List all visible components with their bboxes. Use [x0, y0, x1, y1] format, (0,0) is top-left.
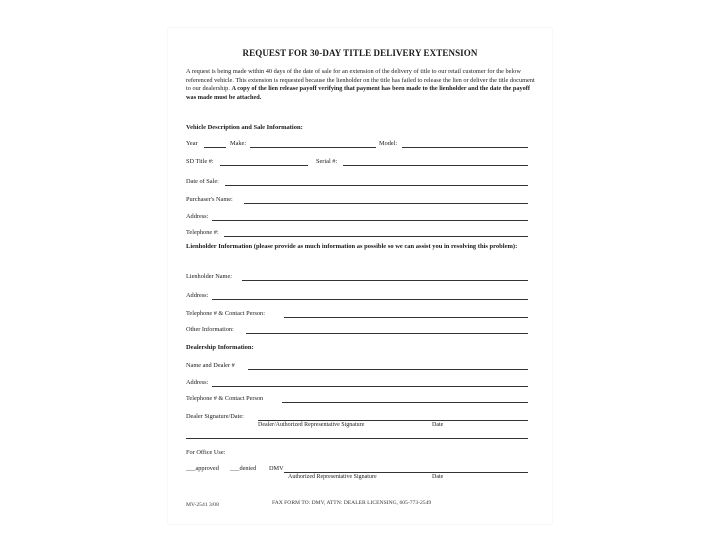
form-number: MV-2541 3/08	[186, 502, 219, 508]
vehicle-address-field[interactable]	[212, 220, 528, 221]
dealer-name-field[interactable]	[248, 369, 528, 370]
intro-paragraph	[186, 68, 536, 102]
lienholder-telephone-field[interactable]	[284, 317, 528, 318]
sd-title-label: SD Title #:	[186, 158, 214, 165]
lienholder-name-field[interactable]	[242, 280, 528, 281]
section-divider-line	[186, 438, 528, 439]
intro-bold-text: A copy of the lien release payoff verifying that payment has been made to the lienholder and the date the payoff was made must be attached.	[186, 85, 530, 101]
office-use-label: For Office Use:	[186, 449, 226, 456]
lienholder-section-heading: Lienholder Information (please provide as much information as possible so we can assist you in resolving this problem):	[186, 243, 518, 250]
approved-checkbox[interactable]: ___approved	[186, 465, 219, 472]
dealership-section-heading: Dealership Information:	[186, 344, 254, 351]
purchaser-label: Purchaser's Name:	[186, 196, 233, 203]
dealer-signature-label: Dealer Signature/Date:	[186, 413, 244, 420]
dmv-label: DMV	[269, 465, 284, 472]
dealer-name-label: Name and Dealer #	[186, 362, 235, 369]
dealer-signature-caption: Dealer/Authorized Representative Signature	[258, 422, 365, 428]
date-of-sale-label: Date of Sale:	[186, 178, 219, 185]
fax-instructions: FAX FORM TO: DMV, ATTN: DEALER LICENSING, 605-773-2549	[272, 500, 432, 506]
dealer-date-caption: Date	[432, 422, 444, 428]
dealer-telephone-field[interactable]	[282, 402, 528, 403]
lienholder-name-label: Lienholder Name:	[186, 273, 232, 280]
intro-text: A request is being made within 40 days of the date of sale for an extension of the delivery of title to our retail customer for the below referenced vehicle. This extension is requested because the lienholder on the title has failed to release the lien or deliver the title document to our dealership.	[186, 68, 535, 93]
dealer-telephone-label: Telephone # & Contact Person	[186, 395, 264, 402]
denied-checkbox[interactable]: ___denied	[230, 465, 257, 472]
sd-title-field[interactable]	[220, 165, 308, 166]
other-info-label: Other Information:	[186, 326, 234, 333]
vehicle-telephone-field[interactable]	[224, 236, 528, 237]
lienholder-address-field[interactable]	[212, 299, 528, 300]
dealer-signature-field[interactable]	[258, 420, 528, 421]
year-label: Year	[186, 140, 198, 147]
office-date-caption: Date	[432, 474, 444, 480]
office-signature-field[interactable]	[284, 472, 528, 473]
dealer-address-field[interactable]	[212, 386, 528, 387]
dealer-address-label: Address:	[186, 379, 209, 386]
make-label: Make:	[230, 140, 247, 147]
form-page	[168, 28, 552, 524]
form-title: REQUEST FOR 30-DAY TITLE DELIVERY EXTENSION	[242, 48, 478, 58]
lienholder-telephone-label: Telephone # & Contact Person:	[186, 310, 265, 317]
serial-label: Serial #:	[316, 158, 338, 165]
model-label: Model:	[379, 140, 398, 147]
serial-field[interactable]	[343, 165, 528, 166]
model-field[interactable]	[402, 147, 528, 148]
lienholder-address-label: Address:	[186, 292, 209, 299]
vehicle-address-label: Address:	[186, 213, 209, 220]
vehicle-section-heading: Vehicle Description and Sale Information:	[186, 124, 303, 131]
date-of-sale-field[interactable]	[225, 185, 528, 186]
purchaser-field[interactable]	[244, 203, 528, 204]
year-field[interactable]	[204, 147, 226, 148]
vehicle-telephone-label: Telephone #:	[186, 229, 219, 236]
other-info-field[interactable]	[246, 333, 528, 334]
make-field[interactable]	[250, 147, 376, 148]
office-signature-caption: Authorized Representative Signature	[288, 474, 377, 480]
